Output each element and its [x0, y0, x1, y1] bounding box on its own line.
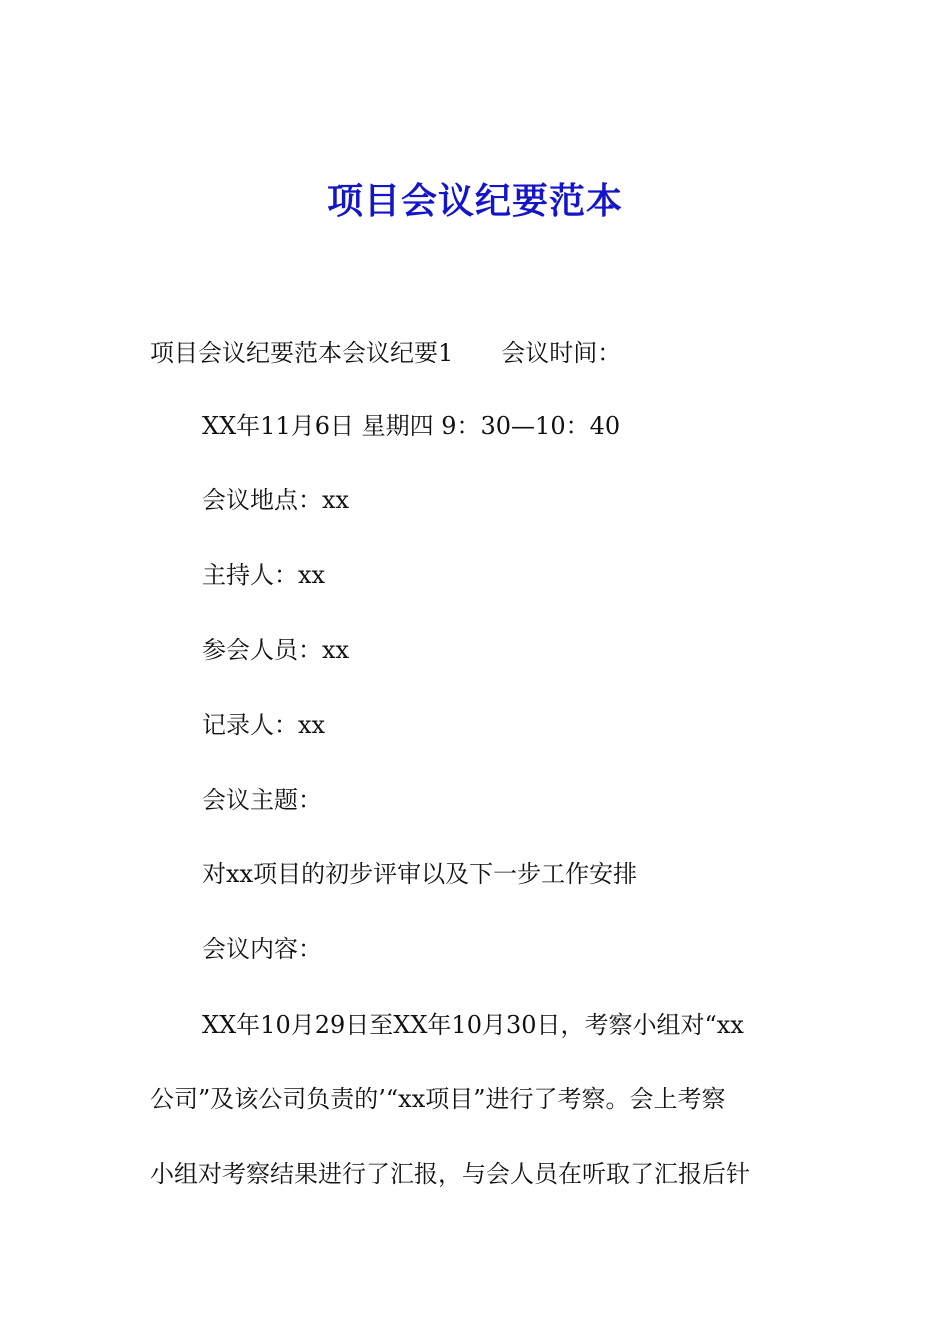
content-paragraph-line: 公司”及该公司负责的’“xx项目”进行了考察。会上考察	[150, 1085, 726, 1113]
topic-content-line: 对xx项目的初步评审以及下一步工作安排	[202, 860, 638, 888]
recorder-line: 记录人：xx	[202, 711, 326, 739]
topic-heading-line: 会议主题：	[202, 786, 322, 814]
content-paragraph-line: XX年10月29日至XX年10月30日，考察小组对“xx	[202, 1011, 744, 1039]
content-heading-line: 会议内容：	[202, 935, 322, 963]
meeting-location-line: 会议地点：xx	[202, 486, 350, 514]
meeting-time-line: XX年11月6日 星期四 9：30—10：40	[202, 412, 621, 440]
document-title: 项目会议纪要范本	[326, 181, 623, 222]
content-paragraph-line: 小组对考察结果进行了汇报，与会人员在听取了汇报后针	[150, 1160, 750, 1188]
attendees-line: 参会人员：xx	[202, 636, 350, 664]
intro-line: 项目会议纪要范本会议纪要1 会议时间：	[150, 339, 622, 367]
host-line: 主持人：xx	[202, 561, 326, 589]
